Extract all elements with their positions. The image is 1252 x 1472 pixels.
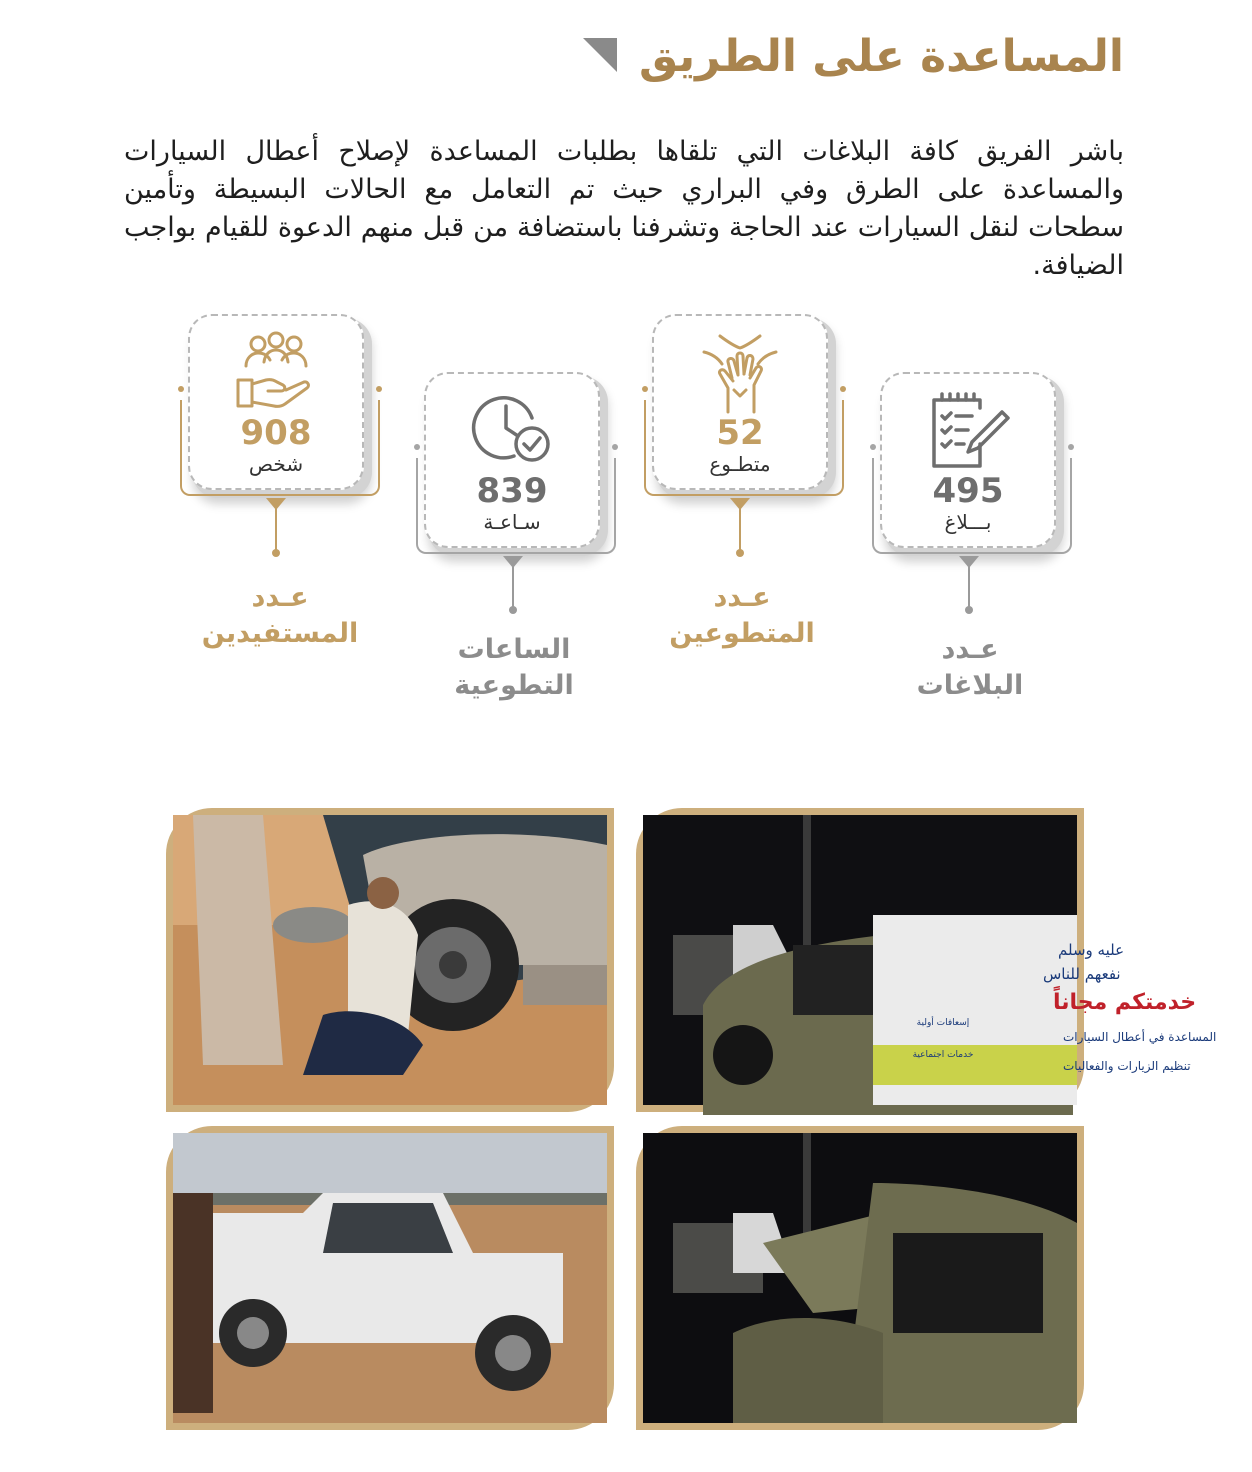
truck-sign-line2: نفعهم للناس [1043,965,1121,983]
truck-sign-line1: عليه وسلم [1058,941,1125,959]
clipboard-pen-icon [926,388,1010,472]
stat-value: 495 [932,471,1004,511]
stat-value: 839 [476,471,548,511]
stat-label-volunteers: عـدد المتطوعين [669,582,815,649]
photo-night-open-hood [636,1126,1084,1430]
stat-label-hours: الساعات التطوعية [454,634,574,701]
title-marker-icon [583,38,617,72]
stat-label-beneficiaries: عـدد المستفيدين [201,582,359,649]
truck-sign-line3: خدمتكم مجاناً [1053,990,1197,1015]
truck-sign-line5: تنظيم الزيارات والفعاليات [1063,1059,1191,1073]
truck-sign-line4: المساعدة في أعطال السيارات [1063,1030,1217,1044]
stat-value: 52 [716,413,764,453]
photo-white-pickup [166,1126,614,1430]
stat-unit: شخص [248,452,304,476]
page-title: المساعدة على الطريق [638,31,1124,82]
people-hand-icon [234,330,318,414]
photo-night-service-truck [636,808,1217,1112]
hands-together-icon [698,330,782,414]
stat-value: 908 [240,413,312,453]
stat-unit: بـــلاغ [944,510,992,534]
photo-tire-change [166,808,614,1112]
truck-sign-chip2: خدمات اجتماعية [912,1050,974,1060]
section-header [583,22,1124,92]
intro-paragraph: باشر الفريق كافة البلاغات التي تلقاها بطلبات المساعدة لإصلاح أعطال السيارات والمساعدة على الطرق وفي البراري حيث تم التعامل مع الحالات البسيطة وتأمين سطحات لنقل السيارات عند الحاجة وتشرفنا باستضافة من قبل منهم الدعوة للقيام بواجب الضيافة. [124,136,1124,281]
stat-label-reports: عـدد البلاغات [916,634,1024,701]
stat-unit: سـاعـة [483,510,541,534]
clock-check-icon [470,388,554,472]
truck-sign-chip1: إسعافات أولية [916,1018,970,1028]
stat-unit: متطـوع [709,452,771,476]
